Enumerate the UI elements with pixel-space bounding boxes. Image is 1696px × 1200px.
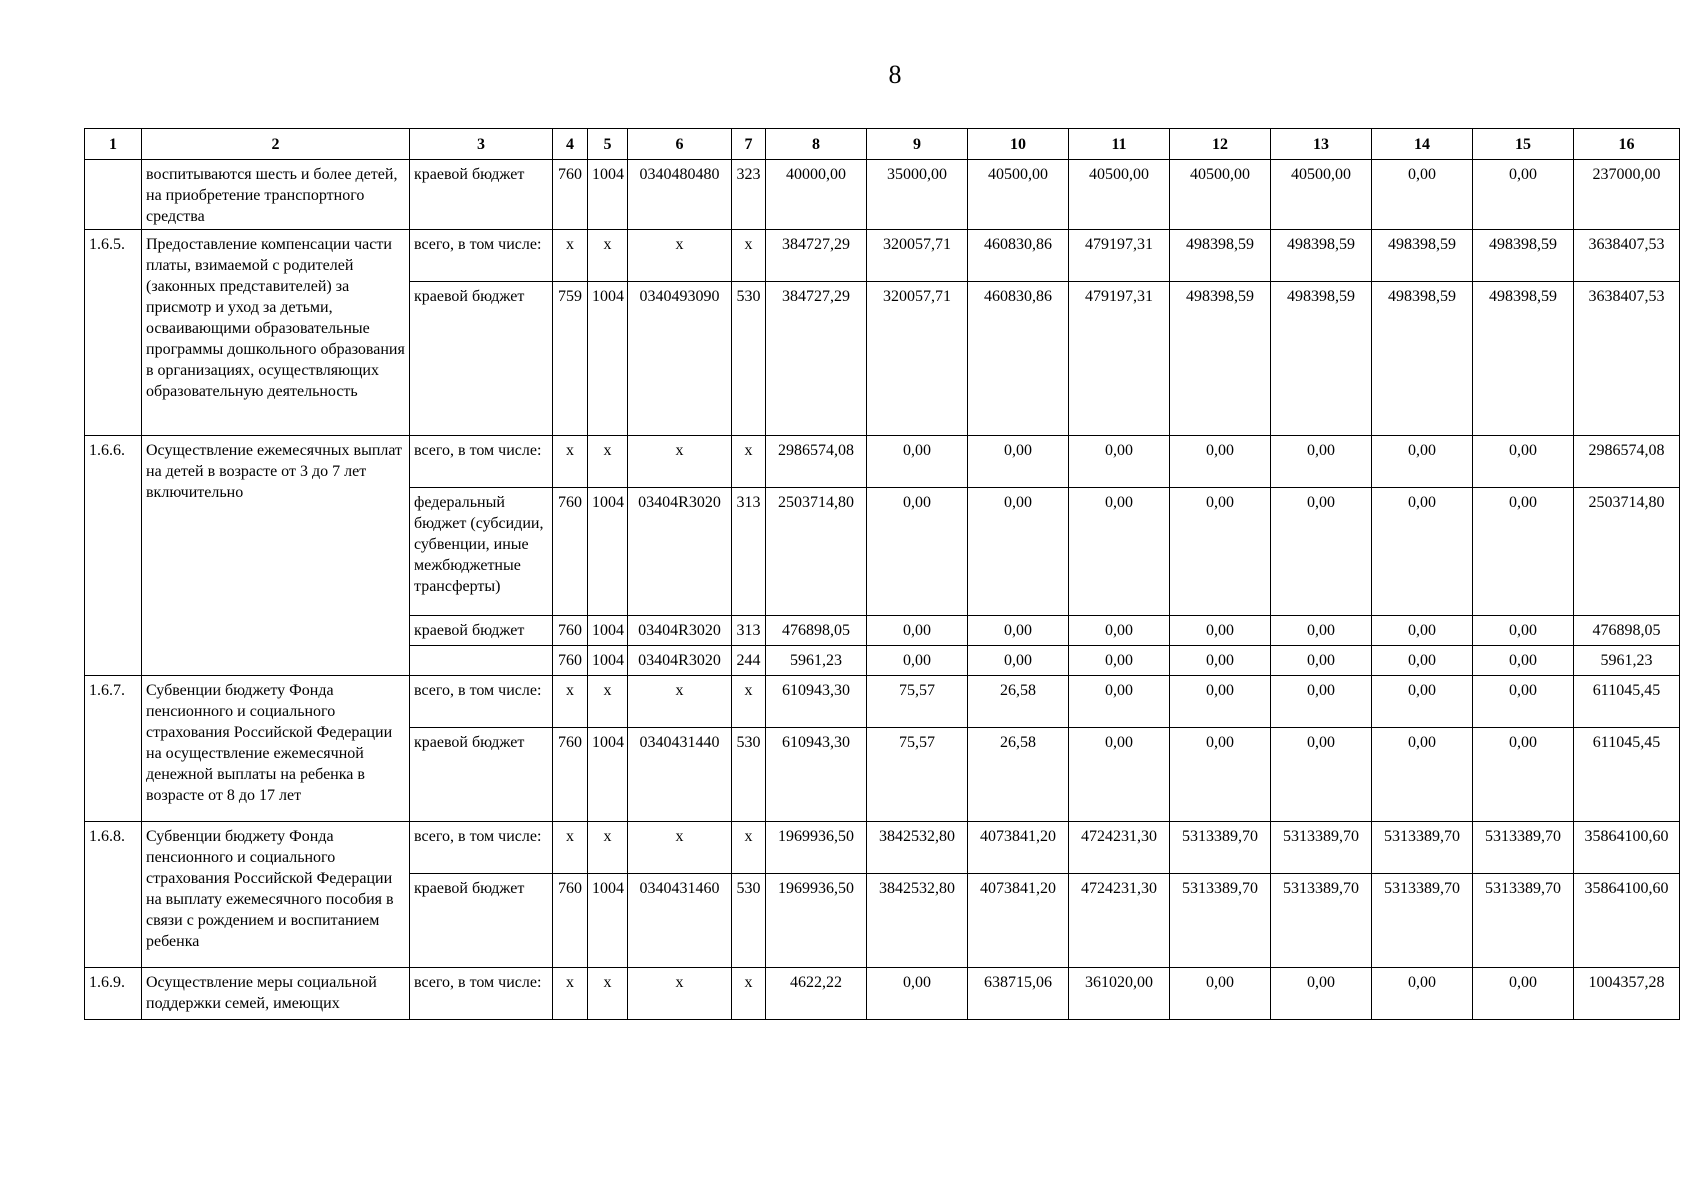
year-value: 0,00 [1069, 616, 1170, 646]
code-expense-type: x [732, 436, 766, 488]
year-value: 0,00 [968, 436, 1069, 488]
code-target: x [628, 230, 732, 282]
year-value: 498398,59 [1271, 230, 1372, 282]
year-value: 0,00 [968, 616, 1069, 646]
year-value: 5313389,70 [1473, 822, 1574, 874]
column-header: 1 [85, 129, 142, 160]
year-value: 0,00 [1372, 728, 1473, 822]
year-value: 460830,86 [968, 230, 1069, 282]
code-ministry: 760 [553, 616, 588, 646]
code-ministry: x [553, 968, 588, 1020]
code-ministry: 760 [553, 160, 588, 230]
item-name: Осуществление меры социальной поддержки семей, имеющих [142, 968, 410, 1020]
code-section: x [588, 676, 628, 728]
year-value: 0,00 [1372, 488, 1473, 616]
year-value: 0,00 [968, 488, 1069, 616]
year-value: 498398,59 [1473, 230, 1574, 282]
year-value: 610943,30 [766, 728, 867, 822]
table-row [85, 436, 1680, 488]
year-value: 5313389,70 [1271, 874, 1372, 968]
year-value: 5313389,70 [1271, 822, 1372, 874]
total-value: 3638407,53 [1574, 230, 1680, 282]
year-value: 0,00 [1271, 646, 1372, 676]
code-section: x [588, 436, 628, 488]
total-value: 1004357,28 [1574, 968, 1680, 1020]
funding-source: всего, в том числе: [410, 436, 553, 488]
year-value: 0,00 [1473, 728, 1574, 822]
year-value: 5313389,70 [1372, 822, 1473, 874]
table-row [85, 676, 1680, 728]
year-value: 498398,59 [1170, 230, 1271, 282]
year-value: 2986574,08 [766, 436, 867, 488]
code-target: x [628, 676, 732, 728]
item-number: 1.6.6. [85, 436, 142, 676]
year-value: 610943,30 [766, 676, 867, 728]
code-target: 03404R3020 [628, 646, 732, 676]
code-target: x [628, 968, 732, 1020]
page-number: 8 [888, 60, 902, 89]
year-value: 498398,59 [1372, 282, 1473, 436]
year-value: 4622,22 [766, 968, 867, 1020]
year-value: 498398,59 [1473, 282, 1574, 436]
year-value: 40000,00 [766, 160, 867, 230]
year-value: 498398,59 [1170, 282, 1271, 436]
funding-source: краевой бюджет [410, 160, 553, 230]
column-header: 5 [588, 129, 628, 160]
funding-source: всего, в том числе: [410, 676, 553, 728]
item-number [85, 160, 142, 230]
year-value: 5313389,70 [1170, 874, 1271, 968]
total-value: 476898,05 [1574, 616, 1680, 646]
funding-source: краевой бюджет [410, 874, 553, 968]
year-value: 0,00 [1372, 616, 1473, 646]
code-expense-type: 530 [732, 282, 766, 436]
year-value: 0,00 [1473, 968, 1574, 1020]
year-value: 0,00 [1271, 488, 1372, 616]
column-header: 10 [968, 129, 1069, 160]
year-value: 0,00 [1473, 160, 1574, 230]
column-header: 15 [1473, 129, 1574, 160]
code-section: 1004 [588, 160, 628, 230]
year-value: 0,00 [1069, 436, 1170, 488]
item-number: 1.6.8. [85, 822, 142, 968]
year-value: 1969936,50 [766, 822, 867, 874]
code-expense-type: 244 [732, 646, 766, 676]
year-value: 0,00 [1170, 488, 1271, 616]
table-row [85, 968, 1680, 1020]
column-header: 4 [553, 129, 588, 160]
year-value: 40500,00 [968, 160, 1069, 230]
year-value: 75,57 [867, 676, 968, 728]
year-value: 0,00 [1473, 436, 1574, 488]
total-value: 35864100,60 [1574, 874, 1680, 968]
year-value: 0,00 [968, 646, 1069, 676]
year-value: 384727,29 [766, 230, 867, 282]
code-target: x [628, 436, 732, 488]
year-value: 638715,06 [968, 968, 1069, 1020]
item-name: Субвенции бюджету Фонда пенсионного и социального страхования Российской Федерации на выплату ежемесячного пособия в связи с рождением и воспитанием ребенка [142, 822, 410, 968]
year-value: 5313389,70 [1372, 874, 1473, 968]
column-header: 2 [142, 129, 410, 160]
code-section: 1004 [588, 488, 628, 616]
column-header: 12 [1170, 129, 1271, 160]
code-expense-type: x [732, 968, 766, 1020]
year-value: 0,00 [867, 968, 968, 1020]
year-value: 0,00 [1170, 646, 1271, 676]
funding-source [410, 646, 553, 676]
budget-table [84, 128, 1680, 1020]
item-name: воспитываются шесть и более детей, на приобретение транспортного средства [142, 160, 410, 230]
year-value: 0,00 [867, 488, 968, 616]
total-value: 35864100,60 [1574, 822, 1680, 874]
year-value: 479197,31 [1069, 282, 1170, 436]
code-section: x [588, 822, 628, 874]
code-expense-type: 530 [732, 874, 766, 968]
column-header: 9 [867, 129, 968, 160]
year-value: 0,00 [1473, 676, 1574, 728]
code-target: 03404R3020 [628, 616, 732, 646]
code-ministry: x [553, 822, 588, 874]
code-section: 1004 [588, 728, 628, 822]
year-value: 40500,00 [1069, 160, 1170, 230]
code-ministry: 760 [553, 874, 588, 968]
total-value: 2503714,80 [1574, 488, 1680, 616]
column-header: 8 [766, 129, 867, 160]
total-value: 611045,45 [1574, 676, 1680, 728]
year-value: 0,00 [1069, 728, 1170, 822]
year-value: 3842532,80 [867, 822, 968, 874]
code-ministry: x [553, 676, 588, 728]
year-value: 361020,00 [1069, 968, 1170, 1020]
funding-source: всего, в том числе: [410, 822, 553, 874]
total-value: 237000,00 [1574, 160, 1680, 230]
year-value: 4724231,30 [1069, 822, 1170, 874]
year-value: 0,00 [1170, 728, 1271, 822]
column-header: 6 [628, 129, 732, 160]
code-expense-type: x [732, 822, 766, 874]
code-ministry: 760 [553, 646, 588, 676]
table-body [85, 160, 1680, 1020]
code-target: 0340480480 [628, 160, 732, 230]
year-value: 476898,05 [766, 616, 867, 646]
year-value: 0,00 [1372, 676, 1473, 728]
year-value: 5313389,70 [1473, 874, 1574, 968]
column-header: 14 [1372, 129, 1473, 160]
item-name: Предоставление компенсации части платы, взимаемой с родителей (законных представителей) за присмотр и уход за детьми, осваивающими образовательные программы дошкольного образования в организациях, осуществляющих образовательную деятельность [142, 230, 410, 436]
code-section: 1004 [588, 616, 628, 646]
funding-source: краевой бюджет [410, 728, 553, 822]
code-target: 0340493090 [628, 282, 732, 436]
table-row [85, 822, 1680, 874]
item-number: 1.6.5. [85, 230, 142, 436]
code-expense-type: 313 [732, 616, 766, 646]
code-section: 1004 [588, 874, 628, 968]
column-header: 13 [1271, 129, 1372, 160]
code-ministry: 760 [553, 728, 588, 822]
funding-source: федеральный бюджет (субсидии, субвенции, иные межбюджетные трансферты) [410, 488, 553, 616]
year-value: 384727,29 [766, 282, 867, 436]
year-value: 0,00 [1170, 676, 1271, 728]
year-value: 75,57 [867, 728, 968, 822]
total-value: 2986574,08 [1574, 436, 1680, 488]
column-header: 7 [732, 129, 766, 160]
code-ministry: x [553, 230, 588, 282]
year-value: 26,58 [968, 676, 1069, 728]
total-value: 3638407,53 [1574, 282, 1680, 436]
year-value: 0,00 [1473, 616, 1574, 646]
funding-source: краевой бюджет [410, 282, 553, 436]
code-ministry: 760 [553, 488, 588, 616]
year-value: 26,58 [968, 728, 1069, 822]
column-header: 16 [1574, 129, 1680, 160]
year-value: 0,00 [1069, 676, 1170, 728]
item-name: Осуществление ежемесячных выплат на детей в возрасте от 3 до 7 лет включительно [142, 436, 410, 676]
year-value: 0,00 [1372, 436, 1473, 488]
year-value: 4073841,20 [968, 822, 1069, 874]
year-value: 5961,23 [766, 646, 867, 676]
code-expense-type: 313 [732, 488, 766, 616]
code-target: x [628, 822, 732, 874]
table-row [85, 160, 1680, 230]
year-value: 0,00 [1372, 160, 1473, 230]
code-target: 0340431460 [628, 874, 732, 968]
code-target: 0340431440 [628, 728, 732, 822]
year-value: 0,00 [1069, 488, 1170, 616]
year-value: 0,00 [1069, 646, 1170, 676]
code-expense-type: x [732, 230, 766, 282]
item-number: 1.6.7. [85, 676, 142, 822]
year-value: 0,00 [1473, 646, 1574, 676]
column-header: 3 [410, 129, 553, 160]
year-value: 35000,00 [867, 160, 968, 230]
year-value: 479197,31 [1069, 230, 1170, 282]
code-expense-type: 323 [732, 160, 766, 230]
year-value: 0,00 [1170, 616, 1271, 646]
year-value: 0,00 [867, 616, 968, 646]
funding-source: всего, в том числе: [410, 230, 553, 282]
item-number: 1.6.9. [85, 968, 142, 1020]
year-value: 498398,59 [1271, 282, 1372, 436]
year-value: 0,00 [1473, 488, 1574, 616]
code-section: 1004 [588, 282, 628, 436]
column-header: 11 [1069, 129, 1170, 160]
year-value: 0,00 [867, 646, 968, 676]
table-row [85, 230, 1680, 282]
year-value: 40500,00 [1271, 160, 1372, 230]
year-value: 3842532,80 [867, 874, 968, 968]
year-value: 0,00 [1271, 968, 1372, 1020]
total-value: 5961,23 [1574, 646, 1680, 676]
year-value: 0,00 [1170, 968, 1271, 1020]
year-value: 4724231,30 [1069, 874, 1170, 968]
year-value: 4073841,20 [968, 874, 1069, 968]
code-target: 03404R3020 [628, 488, 732, 616]
item-name: Субвенции бюджету Фонда пенсионного и социального страхования Российской Федерации на осуществление ежемесячной денежной выплаты на ребенка в возрасте от 8 до 17 лет [142, 676, 410, 822]
year-value: 0,00 [867, 436, 968, 488]
year-value: 40500,00 [1170, 160, 1271, 230]
year-value: 320057,71 [867, 282, 968, 436]
year-value: 1969936,50 [766, 874, 867, 968]
year-value: 0,00 [1271, 436, 1372, 488]
code-expense-type: 530 [732, 728, 766, 822]
year-value: 460830,86 [968, 282, 1069, 436]
year-value: 0,00 [1271, 728, 1372, 822]
total-value: 611045,45 [1574, 728, 1680, 822]
year-value: 0,00 [1271, 676, 1372, 728]
year-value: 5313389,70 [1170, 822, 1271, 874]
funding-source: краевой бюджет [410, 616, 553, 646]
year-value: 0,00 [1271, 616, 1372, 646]
code-section: x [588, 968, 628, 1020]
code-ministry: 759 [553, 282, 588, 436]
year-value: 498398,59 [1372, 230, 1473, 282]
year-value: 0,00 [1372, 968, 1473, 1020]
code-section: x [588, 230, 628, 282]
year-value: 0,00 [1170, 436, 1271, 488]
funding-source: всего, в том числе: [410, 968, 553, 1020]
code-section: 1004 [588, 646, 628, 676]
code-ministry: x [553, 436, 588, 488]
year-value: 0,00 [1372, 646, 1473, 676]
header-row [85, 129, 1680, 160]
year-value: 320057,71 [867, 230, 968, 282]
code-expense-type: x [732, 676, 766, 728]
year-value: 2503714,80 [766, 488, 867, 616]
